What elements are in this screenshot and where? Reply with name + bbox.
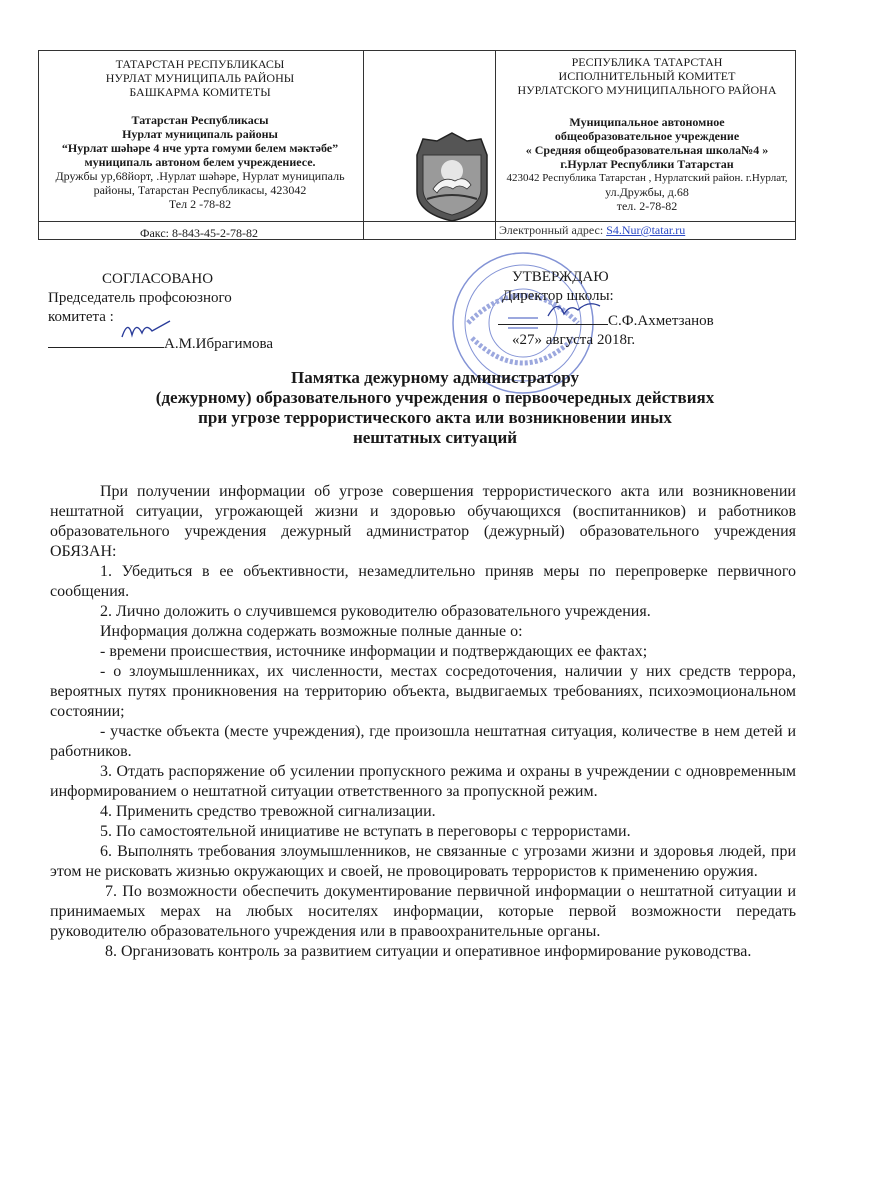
approved-title: УТВЕРЖДАЮ: [512, 269, 609, 285]
header-line: муниципаль автоном белем учреждениесе.: [84, 155, 316, 169]
title-line: Памятка дежурному администратору: [291, 368, 579, 387]
coat-of-arms-icon: [411, 131, 493, 223]
title-line: нештатных ситуаций: [352, 428, 518, 447]
email-link[interactable]: S4.Nur@tatar.ru: [606, 223, 686, 237]
email-block: [499, 223, 685, 238]
header-line: тел. 2-78-82: [616, 199, 678, 213]
header-line: районы, Татарстан Республикасы, 423042: [93, 183, 307, 197]
signature-line: [498, 306, 608, 325]
paragraph: 2. Лично доложить о случившемся руководителю образовательного учреждения.: [100, 603, 651, 620]
header-line: 423042 Республика Татарстан , Нурлатский район. г.Нурлат,: [506, 172, 788, 184]
approved-name: С.Ф.Ахметзанов: [608, 313, 714, 329]
header-line: “Нурлат шәһәре 4 нче урта гомуми белем мәктәбе”: [61, 141, 339, 155]
email-label: Электронный адрес:: [499, 223, 604, 237]
paragraph: - о злоумышленниках, их численности, местах сосредоточения, наличии у них средств террора, вероятных путях проникновения на территорию объекта, выдвигаемых требованиях, психоэмоциональном состоянии;: [50, 663, 796, 720]
header-divider: [363, 51, 364, 239]
paragraph: При получении информации об угрозе совершения террористического акта или возникновении нештатной ситуации, угрожающей жизни и здоровью обучающихся (воспитанников) и работников образовательного учреждения дежурный администратор (дежурный) образовательного учреждения ОБЯЗАН:: [50, 483, 796, 560]
approved-date: «27» августа 2018г.: [512, 332, 636, 348]
header-line: г.Нурлат Республики Татарстан: [560, 157, 734, 171]
header-line: Муниципальное автономное: [569, 115, 725, 129]
title-line: (дежурному) образовательного учреждения о первоочередных действиях: [155, 388, 715, 407]
approved-block: [498, 268, 714, 350]
agreed-block: [48, 270, 273, 354]
header-line: ИСПОЛНИТЕЛЬНЫЙ КОМИТЕТ: [558, 69, 736, 83]
header-line: « Средняя общеобразовательная школа№4 »: [525, 143, 769, 157]
paragraph: - времени происшествия, источнике информации и подтверждающих ее фактах;: [100, 643, 648, 660]
approved-line: Директор школы:: [502, 288, 614, 304]
header-line: ТАТАРСТАН РЕСПУБЛИКАСЫ: [115, 57, 285, 71]
header-line: Дружбы ур,68йорт, .Нурлат шәһәре, Нурлат муниципаль: [55, 169, 345, 183]
header-line: ул.Дружбы, д.68: [605, 185, 689, 199]
title-line: при угрозе террористического акта или возникновении иных: [198, 408, 672, 427]
header-divider: [495, 51, 496, 239]
header-right-block: [499, 55, 795, 213]
paragraph: 4. Применить средство тревожной сигнализации.: [100, 803, 436, 820]
document-body: [50, 482, 796, 962]
agreed-name: А.М.Ибрагимова: [164, 336, 274, 352]
header-table: [38, 50, 796, 240]
agreed-line: комитета :: [48, 309, 114, 325]
paragraph: 5. По самостоятельной инициативе не вступать в переговоры с террористами.: [100, 823, 631, 840]
header-line: Татарстан Республикасы: [131, 113, 269, 127]
header-line: Нурлат муниципаль районы: [122, 127, 278, 141]
paragraph: 3. Отдать распоряжение об усилении пропускного режима и охраны в учреждении с одновременным информированием о нештатной ситуации ответственного за пропускной режим.: [50, 763, 796, 800]
signature-icon: [544, 296, 604, 324]
header-line: НУРЛАТСКОГО МУНИЦИПАЛЬНОГО РАЙОНА: [517, 83, 777, 97]
document-title: [40, 368, 830, 448]
agreed-line: Председатель профсоюзного: [48, 290, 232, 306]
paragraph: - участке объекта (месте учреждения), где произошла нештатная ситуация, количестве в нем детей и работников.: [50, 723, 796, 760]
paragraph: 8. Организовать контроль за развитием ситуации и оперативное информирование руководства.: [105, 943, 752, 960]
header-line: общеобразовательное учреждение: [554, 129, 740, 143]
header-line: РЕСПУБЛИКА ТАТАРСТАН: [571, 55, 723, 69]
signature-line: [48, 329, 164, 348]
signature-icon: [118, 315, 178, 345]
fax-number: Факс: 8-843-45-2-78-82: [140, 226, 258, 240]
header-line: Тел 2 -78-82: [168, 197, 232, 211]
header-line: БАШКАРМА КОМИТЕТЫ: [129, 85, 271, 99]
header-left-block: [41, 57, 359, 211]
agreed-title: СОГЛАСОВАНО: [102, 271, 214, 287]
paragraph: 1. Убедиться в ее объективности, незамедлительно приняв меры по перепроверке первичного сообщения.: [50, 563, 796, 600]
header-line: НУРЛАТ МУНИЦИПАЛЬ РАЙОНЫ: [105, 71, 295, 85]
paragraph: Информация должна содержать возможные полные данные о:: [100, 623, 523, 640]
paragraph: 7. По возможности обеспечить документирование первичной информации о нештатной ситуации и принимаемых мерах на любых носителях информации, которые первой возможности передать руководителю образовательного учреждения или в правоохранительные органы.: [50, 883, 796, 940]
paragraph: 6. Выполнять требования злоумышленников, не связанные с угрозами жизни и здоровья людей, при этом не рисковать жизнью окружающих и своей, не провоцировать террористов к применению оружия.: [50, 843, 796, 880]
